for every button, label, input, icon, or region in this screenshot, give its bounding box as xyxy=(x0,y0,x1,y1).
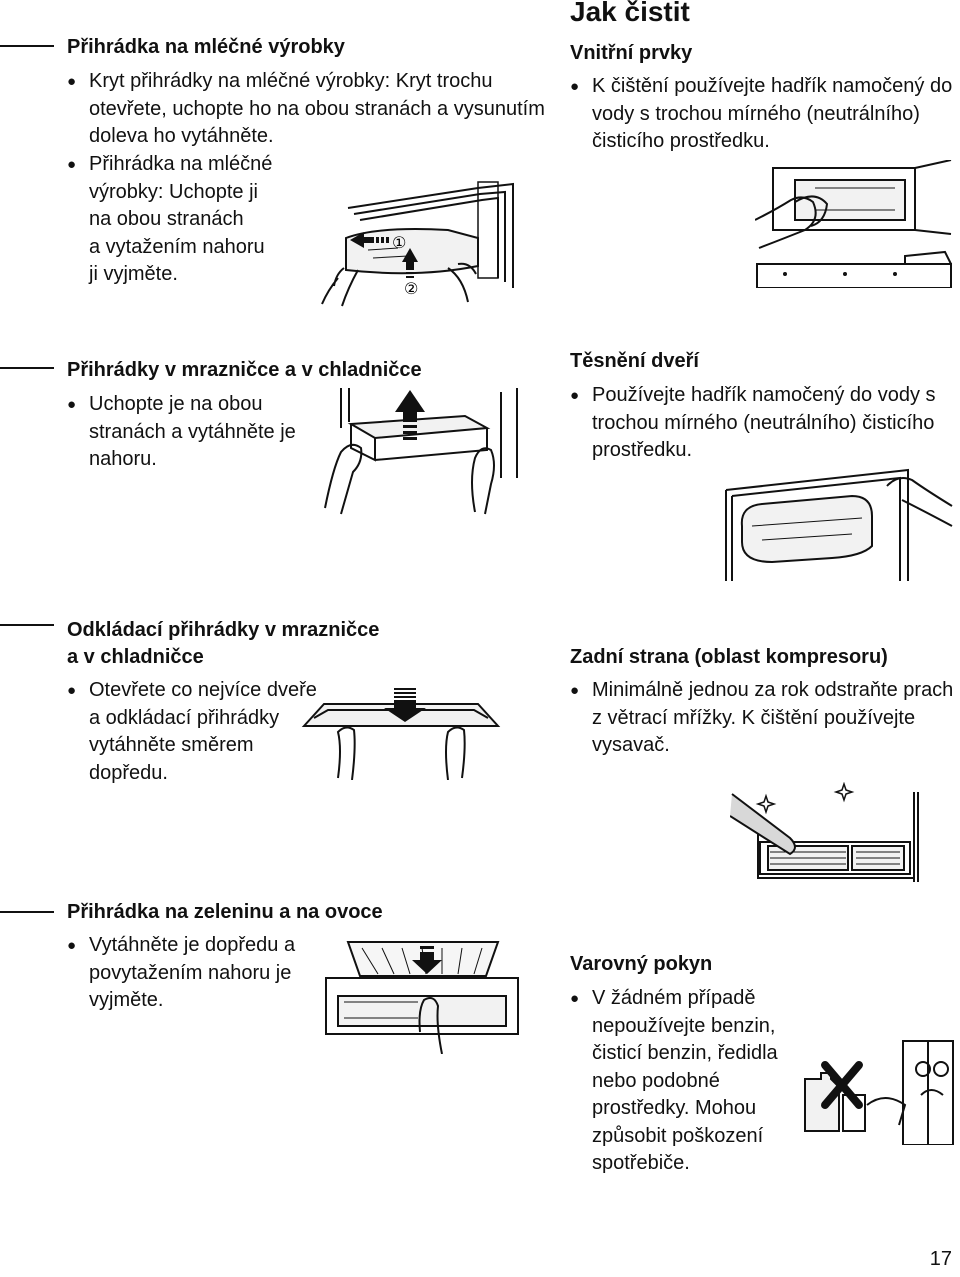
line: ● Přihrádka na mléčné xyxy=(89,153,273,175)
line: výrobky: Uchopte ji xyxy=(89,180,258,203)
door-shelf-illustration xyxy=(298,688,503,780)
marker-1: ① xyxy=(392,233,407,252)
heading-storage-line1: Odkládací přihrádky v mrazničce xyxy=(67,619,380,641)
interior-cleaning-illustration xyxy=(755,160,955,288)
section-rule-shelves xyxy=(0,367,54,369)
bullet-vegetable: ● Vytáhněte je dopředu a povytažením nahoru je vyjměte. xyxy=(67,932,339,1015)
dairy-illustration xyxy=(318,178,528,308)
section-rule-dairy xyxy=(0,45,54,47)
bullet-shelves: ● Uchopte je na obou stranách a vytáhněte je nahoru. xyxy=(67,391,329,474)
heading-gasket: Těsnění dveří xyxy=(570,350,699,372)
heading-warning: Varovný pokyn xyxy=(570,953,713,975)
line: na obou stranách xyxy=(89,208,244,230)
gasket-cleaning-illustration xyxy=(712,466,957,581)
marker-2: ② xyxy=(404,279,419,298)
heading-shelves: Přihrádky v mrazničce a v chladničce xyxy=(67,359,422,381)
shelf-lift-illustration xyxy=(305,388,530,518)
sparkle-icon xyxy=(758,784,852,812)
heading-back: Zadní strana (oblast kompresoru) xyxy=(570,646,888,668)
heading-storage-line2: a v chladničce xyxy=(67,646,204,668)
bullet-dairy-cover: ● Kryt přihrádky na mléčné výrobky: Kryt trochu otevřete, uchopte ho na obou stranách a vysunutím doleva ho vytáhněte. xyxy=(67,68,559,151)
crisper-drawer-illustration xyxy=(318,938,523,1054)
line: a vytažením nahoru xyxy=(89,235,265,258)
page-number: 17 xyxy=(929,1248,952,1270)
heading-interior: Vnitřní prvky xyxy=(570,42,693,64)
bullet-gasket: ● Používejte hadřík namočený do vody s trochou mírného (neutrálního) čisticího prostředku. xyxy=(570,382,960,465)
page-title: Jak čistit xyxy=(570,0,690,27)
warning-text: ● V žádném případě nepoužívejte benzin, čisticí benzin, ředidla nebo podobné prostředky. Mohou způsobit poškození spotřebiče. xyxy=(592,987,778,1174)
bullet-interior: ● K čištění používejte hadřík namočený do vody s trochou mírného (neutrálního) čisticího prostředku. xyxy=(570,73,960,156)
section-rule-storage xyxy=(0,624,54,626)
heading-dairy: Přihrádka na mléčné výrobky xyxy=(67,36,345,58)
section-rule-vegetable xyxy=(0,911,54,913)
bullet-dairy-compartment xyxy=(67,151,349,289)
bullet-back: ● Minimálně jednou za rok odstraňte prach z větrací mřížky. K čištění používejte vysavač. xyxy=(570,677,960,760)
heading-vegetable: Přihrádka na zeleninu a na ovoce xyxy=(67,901,383,923)
line: ji vyjměte. xyxy=(89,263,178,285)
vacuum-cleaning-illustration xyxy=(730,782,952,882)
warning-illustration xyxy=(795,1035,955,1145)
bullet-storage: ● Otevřete co nejvíce dveře a odkládací přihrádky vytáhněte směrem dopředu. xyxy=(67,677,319,787)
